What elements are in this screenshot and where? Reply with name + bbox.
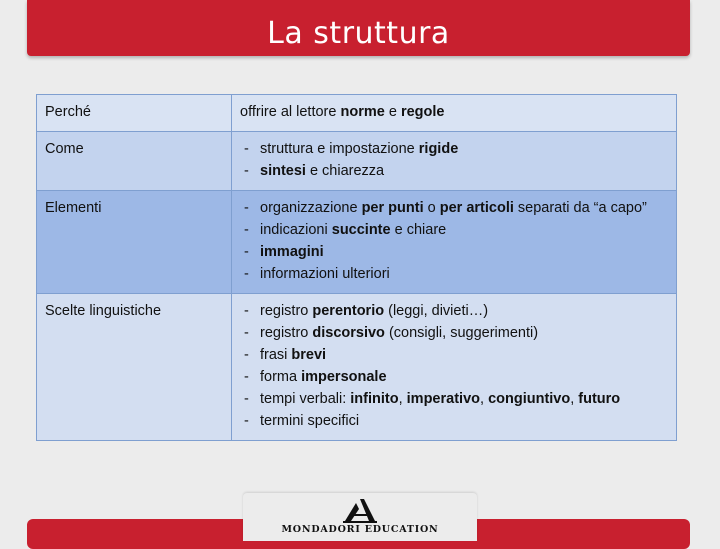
text-segment: e [384, 104, 401, 120]
text-segment: , [570, 391, 579, 407]
bold-text: impersonale [301, 369, 387, 385]
row-label: Perché [37, 95, 232, 132]
text-segment: frasi [260, 347, 292, 363]
bold-text: imperativo [406, 391, 480, 407]
text-segment: termini specifici [260, 413, 360, 429]
text-segment: o [423, 200, 440, 216]
bold-text: brevi [291, 347, 327, 363]
bold-text: per articoli [439, 200, 514, 216]
table-row-perche [37, 95, 677, 132]
text-segment: tempi verbali: [260, 391, 351, 407]
text-segment: organizzazione [260, 200, 362, 216]
text-segment: separati da “a capo” [513, 200, 647, 216]
bold-text: immagini [260, 244, 324, 260]
bold-text: discorsivo [312, 325, 385, 341]
row-content [232, 132, 677, 191]
logo-text: MONDADORI EDUCATION [281, 524, 439, 535]
row-content [232, 95, 677, 132]
bold-text: per punti [361, 200, 424, 216]
text-segment: forma [260, 369, 302, 385]
list-item [240, 241, 668, 263]
row-content [232, 294, 677, 441]
slide-title: La struttura [267, 15, 450, 51]
list-item [240, 160, 668, 182]
list-item [240, 322, 668, 344]
bold-text: succinte [331, 222, 391, 238]
row-label: Scelte linguistiche [37, 294, 232, 441]
text-segment: , [398, 391, 407, 407]
list-item [240, 388, 668, 410]
list-item [240, 138, 668, 160]
row-content [232, 191, 677, 294]
bold-text: sintesi [260, 163, 306, 179]
bold-text: perentorio [312, 303, 385, 319]
list-item [240, 410, 668, 432]
table-row-come [37, 132, 677, 191]
mondadori-a-logo-icon [339, 499, 381, 523]
text-segment: informazioni ulteriori [260, 266, 390, 282]
text-segment: (consigli, suggerimenti) [384, 325, 539, 341]
list-item [240, 219, 668, 241]
list-item [240, 197, 668, 219]
bold-text: rigide [418, 141, 459, 157]
list-item [240, 300, 668, 322]
structure-table [36, 94, 677, 441]
bold-text: infinito [350, 391, 399, 407]
table-row-elementi [37, 191, 677, 294]
list-item [240, 366, 668, 388]
text-segment: e chiarezza [305, 163, 385, 179]
text-segment: registro [260, 303, 313, 319]
text-segment: indicazioni [260, 222, 332, 238]
row-label: Elementi [37, 191, 232, 294]
list-item [240, 344, 668, 366]
bold-text: futuro [578, 391, 621, 407]
title-banner [27, 0, 690, 56]
publisher-logo [243, 493, 477, 541]
bold-text: regole [400, 104, 445, 120]
row-label: Come [37, 132, 232, 191]
text-segment: offrire al lettore [240, 104, 341, 120]
bold-text: norme [340, 104, 385, 120]
text-segment: struttura e impostazione [260, 141, 419, 157]
bold-text: congiuntivo [488, 391, 571, 407]
table-row-scelte-linguistiche [37, 294, 677, 441]
list-item [240, 263, 668, 285]
text-segment: registro [260, 325, 313, 341]
text-segment: e chiare [390, 222, 447, 238]
text-segment: (leggi, divieti…) [384, 303, 489, 319]
text-segment: , [480, 391, 489, 407]
